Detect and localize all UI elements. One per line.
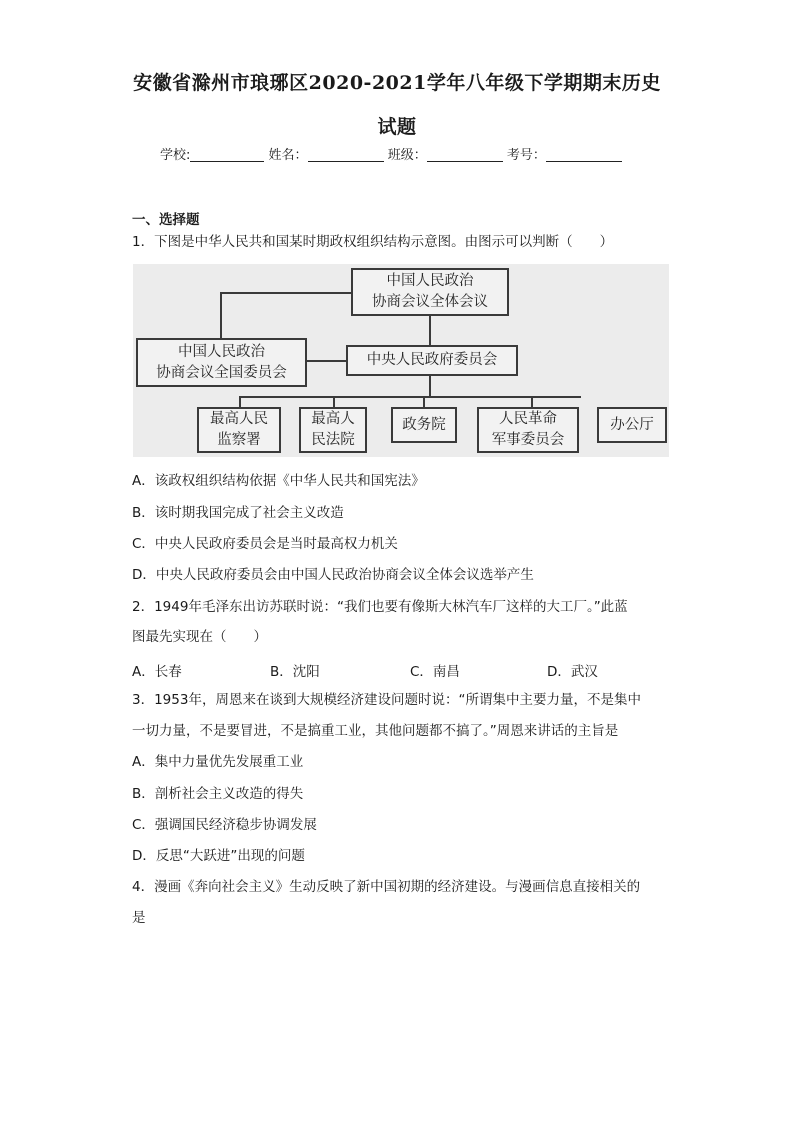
q3-option-a: A．集中力量优先发展重工业 <box>132 754 304 770</box>
student-info-line <box>160 144 622 163</box>
q3-stem-line1: 3．1953年，周恩来在谈到大规模经济建设问题时说：“所谓集中主要力量，不是集中 <box>132 692 641 708</box>
connector-line <box>220 292 222 338</box>
supreme-court-line2: 民法院 <box>311 432 355 448</box>
cppcc-national-line1: 中国人民政治 <box>178 343 265 360</box>
exam-no-blank <box>546 147 622 162</box>
supreme-procuratorate-box <box>197 407 281 453</box>
military-commission-line2: 军事委员会 <box>491 432 565 448</box>
military-commission-line1: 人民革命 <box>499 411 557 427</box>
org-structure-diagram <box>133 264 669 457</box>
general-office-box <box>597 407 667 443</box>
cppcc-national-committee-box <box>136 338 307 387</box>
supreme-court-box <box>299 407 367 453</box>
military-commission-box <box>477 407 579 453</box>
q1-option-b: B．该时期我国完成了社会主义改造 <box>132 505 344 521</box>
supreme-procuratorate-line1: 最高人民 <box>210 411 268 427</box>
supreme-procuratorate-line2: 监察署 <box>217 432 261 448</box>
connector-line <box>429 315 431 345</box>
government-administration-council-box <box>391 407 457 443</box>
q3-option-b: B．剖析社会主义改造的得失 <box>132 786 304 802</box>
q4-stem-line1: 4．漫画《奔向社会主义》生动反映了新中国初期的经济建设。与漫画信息直接相关的 <box>132 879 641 895</box>
connector-line <box>306 360 346 362</box>
q3-option-d: D．反思“大跃进”出现的问题 <box>132 848 305 864</box>
cppcc-plenary-line2: 协商会议全体会议 <box>372 294 488 310</box>
document-title-line2: 试题 <box>377 116 417 138</box>
q3-option-c: C．强调国民经济稳步协调发展 <box>132 817 317 833</box>
cppcc-plenary-line1: 中国人民政治 <box>386 273 474 289</box>
q2-option-b: B．沈阳 <box>270 664 320 680</box>
q4-stem-line2: 是 <box>132 910 146 926</box>
connector-line <box>220 292 351 294</box>
q2-option-c: C．南昌 <box>410 664 460 680</box>
q2-stem-line1: 2．1949年毛泽东出访苏联时说：“我们也要有像斯大林汽车厂这样的大工厂。”此蓝 <box>132 599 628 615</box>
q2-option-d: D．武汉 <box>547 664 598 680</box>
connector-line <box>429 375 431 397</box>
q1-stem: 1．下图是中华人民共和国某时期政权组织结构示意图。由图示可以判断（ ） <box>132 234 614 250</box>
connector-line <box>239 396 581 398</box>
q1-option-c: C．中央人民政府委员会是当时最高权力机关 <box>132 536 398 552</box>
school-label: 学校: <box>160 148 191 163</box>
government-administration-label: 政务院 <box>402 416 446 433</box>
cppcc-national-line2: 协商会议全国委员会 <box>156 364 287 381</box>
class-blank <box>427 147 503 162</box>
q1-option-d: D．中央人民政府委员会由中国人民政治协商会议全体会议选举产生 <box>132 567 534 583</box>
q2-stem-line2: 图最先实现在（ ） <box>132 629 267 645</box>
document-title-line1: 安徽省滁州市琅琊区2020-2021学年八年级下学期期末历史 <box>133 72 661 94</box>
class-label: 班级： <box>387 148 427 163</box>
name-label: 姓名： <box>268 148 308 163</box>
q3-stem-line2: 一切力量，不是要冒进，不是搞重工业，其他问题都不搞了。”周恩来讲话的主旨是 <box>132 723 619 739</box>
central-government-label: 中央人民政府委员会 <box>366 352 498 368</box>
q1-option-a: A．该政权组织结构依据《中华人民共和国宪法》 <box>132 473 425 489</box>
cppcc-plenary-box <box>351 268 509 316</box>
central-government-committee-box <box>346 345 518 376</box>
q2-option-a: A．长春 <box>132 664 182 680</box>
name-blank <box>308 147 384 162</box>
exam-no-label: 考号： <box>506 148 546 163</box>
section-title: 一、选择题 <box>132 212 200 228</box>
supreme-court-line1: 最高人 <box>311 411 355 427</box>
general-office-label: 办公厅 <box>610 416 654 433</box>
school-blank <box>190 147 264 162</box>
